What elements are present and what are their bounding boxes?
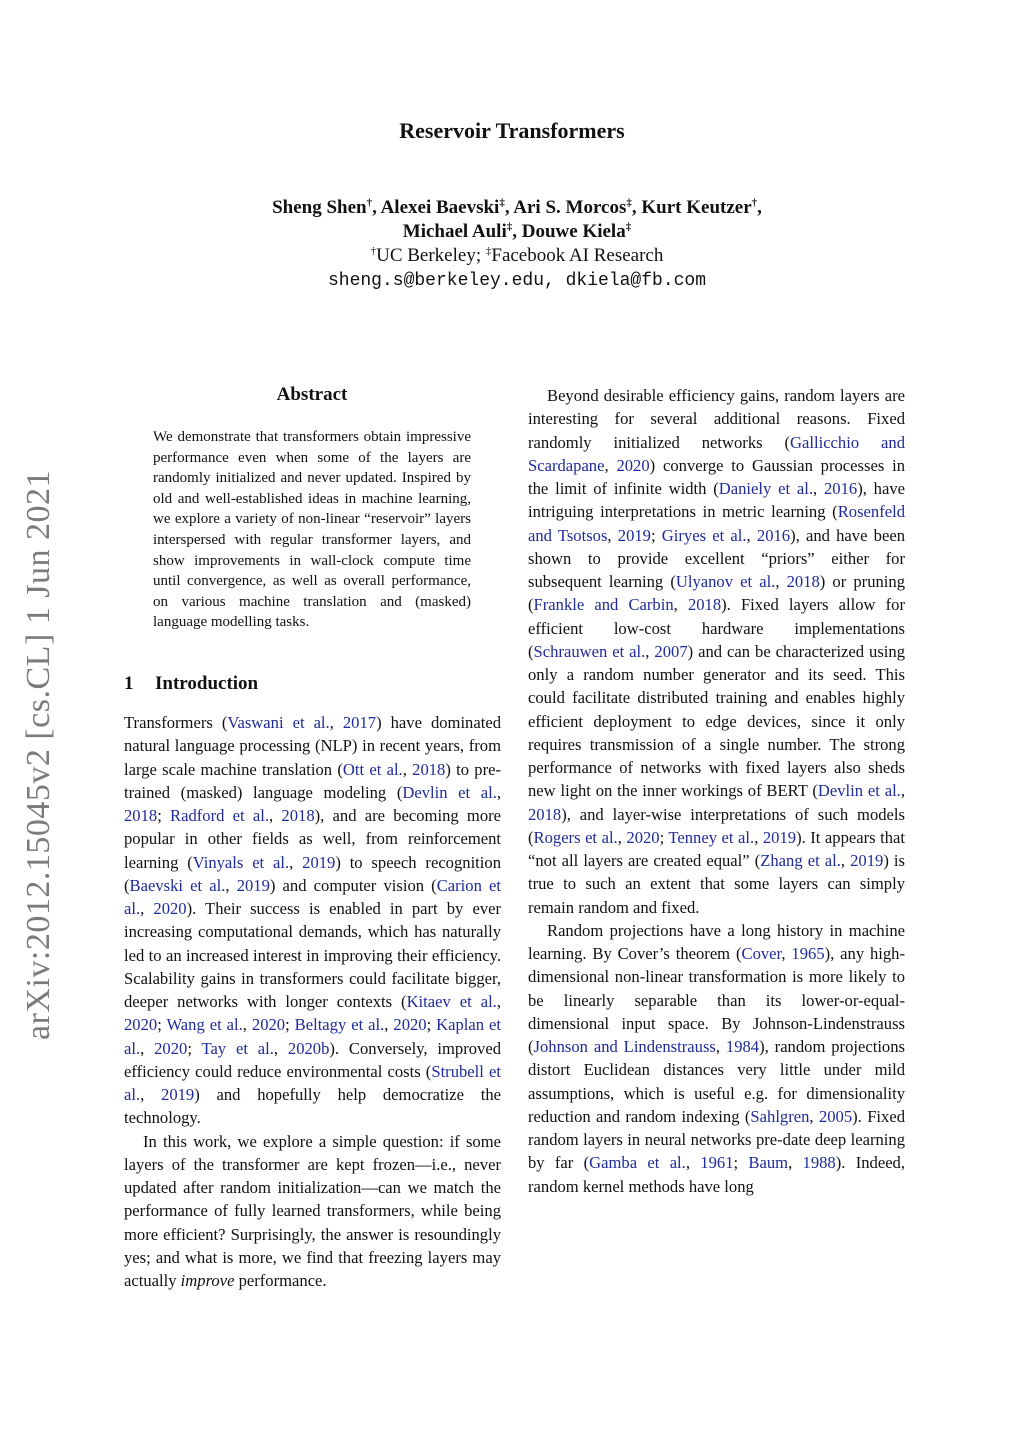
body-text: ; bbox=[650, 525, 662, 545]
citation-link[interactable]: 2020b bbox=[287, 1038, 330, 1058]
body-text: , bbox=[604, 455, 617, 475]
body-text: Transformers ( bbox=[124, 713, 228, 732]
citation-link[interactable]: Radford et al. bbox=[170, 806, 270, 825]
citation-link[interactable]: Devlin et al. bbox=[402, 782, 497, 802]
body-text: ) converge to Gaussian processes in the limit of infinite width ( bbox=[528, 455, 905, 498]
section-heading bbox=[124, 673, 500, 695]
right-column bbox=[528, 384, 905, 1198]
citation-link[interactable]: Baevski et al. bbox=[129, 875, 226, 895]
citation-link[interactable]: 2020 bbox=[626, 827, 660, 847]
body-text: , bbox=[673, 595, 688, 615]
author-name: Ari S. Morcos bbox=[513, 197, 627, 218]
intro-paragraph-2 bbox=[124, 1130, 501, 1293]
body-text: , bbox=[900, 781, 905, 801]
citation-link[interactable]: Tay et al. bbox=[201, 1038, 274, 1058]
body-text: , bbox=[269, 806, 282, 825]
citation-link[interactable]: 2019 bbox=[762, 827, 797, 847]
arxiv-identifier-margin bbox=[14, 460, 64, 1050]
body-text: , bbox=[754, 827, 763, 847]
body-text: In this work, we explore a simple question: if some layers of the transformer are kept frozen—i.e., never updated after random initialization—can we match the performance of fully learned transformers, while being more efficient? Surprisingly, the answer is resoundingly yes; and what is more, we find that freezing layers may actually bbox=[124, 1131, 501, 1290]
citation-link[interactable]: 2019 bbox=[302, 852, 336, 872]
citation-link[interactable]: 1984 bbox=[725, 1037, 760, 1056]
citation-link[interactable]: Giryes et al. bbox=[661, 525, 747, 545]
citation-link[interactable]: Carion et al. bbox=[124, 875, 502, 918]
body-text: , bbox=[329, 713, 343, 732]
body-text: , bbox=[273, 1038, 288, 1058]
body-text: ), and have been shown to provide excellent “priors” either for subsequent learning ( bbox=[528, 525, 905, 591]
body-text: ) and computer vision ( bbox=[269, 875, 437, 895]
citation-link[interactable]: 1988 bbox=[802, 1153, 836, 1173]
citation-link[interactable]: Zhang et al. bbox=[760, 851, 841, 870]
citation-link[interactable]: 2018 bbox=[281, 806, 315, 825]
body-text: Random projections have a long history in machine learning. By Cover’s theorem ( bbox=[528, 920, 905, 963]
affiliation-mark: ‡ bbox=[499, 197, 505, 209]
citation-link[interactable]: Kitaev et al. bbox=[406, 992, 497, 1011]
left-column bbox=[124, 711, 501, 1292]
author-name: Sheng Shen bbox=[272, 197, 367, 218]
citation-link[interactable]: 2018 bbox=[124, 806, 158, 825]
citation-link[interactable]: Vinyals et al. bbox=[192, 852, 290, 872]
citation-link[interactable]: Gallicchio and Scardapane bbox=[528, 432, 905, 475]
affiliation-org: UC Berkeley; bbox=[376, 245, 486, 266]
body-text: , bbox=[715, 1037, 726, 1056]
body-text: ), any high-dimensional non-linear transformation is more likely to be linearly separable than its lower-or-equal-dimensional input space. By Johnson-Lindenstrauss ( bbox=[528, 944, 906, 1056]
body-text: , bbox=[788, 1153, 803, 1173]
body-text: , bbox=[775, 572, 787, 591]
author-list bbox=[0, 196, 1024, 244]
citation-link[interactable]: Beltagy et al. bbox=[294, 1015, 385, 1035]
citation-link[interactable]: Cover bbox=[741, 944, 782, 963]
body-text: ; bbox=[187, 1038, 202, 1058]
body-text: , bbox=[607, 525, 618, 545]
citation-link[interactable]: Tenney et al. bbox=[668, 827, 755, 847]
affiliation-org: Facebook AI Research bbox=[491, 245, 664, 266]
author-name: Alexei Baevski bbox=[380, 197, 500, 218]
body-text: ) is true to such an extent that some layers can simply remain random and fixed. bbox=[528, 851, 905, 917]
citation-link[interactable]: Rosenfeld and Tsotsos bbox=[528, 502, 905, 545]
affiliation-mark: † bbox=[366, 197, 373, 209]
body-text: ) to pre-trained (masked) language modeling ( bbox=[124, 759, 502, 802]
citation-link[interactable]: Vaswani et al. bbox=[227, 713, 330, 732]
citation-link[interactable]: 1965 bbox=[791, 944, 825, 963]
citation-link[interactable]: Devlin et al. bbox=[817, 781, 901, 801]
citation-link[interactable]: 2020 bbox=[153, 899, 187, 918]
body-text: ; bbox=[157, 806, 171, 825]
body-text: , bbox=[289, 852, 303, 872]
body-text: , bbox=[781, 944, 792, 963]
body-text: ; bbox=[733, 1153, 749, 1173]
body-text: Beyond desirable efficiency gains, random layers are interesting for several additional reasons. Fixed randomly initialized networks ( bbox=[528, 386, 905, 452]
body-text: , bbox=[140, 1038, 155, 1058]
citation-link[interactable]: 2018 bbox=[412, 759, 446, 779]
body-text: ) to speech recognition ( bbox=[124, 852, 501, 895]
intro-paragraph-4 bbox=[528, 919, 905, 1198]
author-name: Douwe Kiela bbox=[521, 221, 626, 242]
citation-link[interactable]: Daniely et al. bbox=[718, 479, 814, 498]
affiliation-mark: ‡ bbox=[506, 221, 513, 233]
author-separator: , bbox=[631, 197, 642, 218]
citation-link[interactable]: 2020 bbox=[154, 1038, 188, 1058]
affiliation-mark: ‡ bbox=[626, 197, 632, 209]
body-text: ; bbox=[426, 1015, 437, 1035]
body-text: ; bbox=[157, 1015, 167, 1035]
affiliation-mark: ‡ bbox=[625, 221, 632, 233]
affiliation-mark: ‡ bbox=[485, 245, 492, 257]
citation-link[interactable]: 2018 bbox=[687, 595, 722, 615]
body-text: ). Fixed random layers in neural networks pre-date deep learning by far ( bbox=[528, 1106, 905, 1173]
citation-link[interactable]: 2018 bbox=[786, 572, 820, 591]
citation-link[interactable]: Rogers et al. bbox=[533, 827, 618, 847]
citation-link[interactable]: Gamba et al. bbox=[589, 1153, 686, 1173]
body-text: , bbox=[685, 1153, 701, 1173]
body-text: , bbox=[746, 525, 757, 545]
citation-link[interactable]: 2016 bbox=[824, 479, 858, 498]
citation-link[interactable]: 2007 bbox=[654, 641, 688, 661]
body-text: ). It appears that “not all layers are created equal” ( bbox=[528, 827, 906, 870]
body-text: , bbox=[140, 899, 154, 918]
citation-link[interactable]: Kaplan et al. bbox=[124, 1015, 502, 1058]
author-emails: sheng.s@berkeley.edu, dkiela@fb.com bbox=[327, 271, 707, 291]
citation-link[interactable]: Frankle and Carbin bbox=[533, 595, 674, 615]
intro-paragraph-1 bbox=[124, 711, 501, 1130]
citation-link[interactable]: 2019 bbox=[161, 1085, 195, 1104]
body-text: ). Their success is enabled in part by ever increasing computational demands, which has naturally led to an increased interest in improving their efficiency. Scalability gains in transformers could facilitate bigger, deeper networks with longer contexts ( bbox=[124, 899, 502, 1011]
body-text: performance. bbox=[234, 1271, 327, 1290]
body-text: , bbox=[402, 759, 413, 779]
body-text: , bbox=[645, 641, 655, 661]
body-text: , bbox=[496, 782, 501, 802]
section-title: Introduction bbox=[155, 673, 259, 694]
citation-link[interactable]: 2016 bbox=[756, 525, 791, 545]
citation-link[interactable]: 2019 bbox=[617, 525, 651, 545]
body-text: ) and hopefully help democratize the technology. bbox=[124, 1085, 501, 1128]
body-text: ). Fixed layers allow for efficient low-cost hardware implementations ( bbox=[528, 595, 906, 661]
citation-link[interactable]: 2019 bbox=[850, 851, 884, 870]
author-separator: , bbox=[757, 197, 762, 218]
body-text: ; bbox=[285, 1015, 295, 1035]
citation-link[interactable]: 2020 bbox=[393, 1015, 427, 1035]
citation-link[interactable]: Baum bbox=[748, 1153, 789, 1173]
author-name: Michael Auli bbox=[402, 221, 507, 242]
citation-link[interactable]: Wang et al. bbox=[166, 1015, 243, 1035]
author-separator: , bbox=[504, 197, 514, 218]
citation-link[interactable]: 2017 bbox=[342, 713, 377, 732]
abstract-text: We demonstrate that transformers obtain impressive performance even when some of the layers are randomly initialized and never updated. Inspired by old and well-established ideas in machine learning, we explore a variety of non-linear “reservoir” layers interspersed with regular transformer layers, and show improvements in wall-clock compute time until convergence, as well as overall performance, on various machine translation and (masked) language modelling tasks. bbox=[153, 429, 471, 631]
citation-link[interactable]: Ulyanov et al. bbox=[675, 572, 776, 591]
body-text: ). Indeed, random kernel methods have long bbox=[528, 1153, 906, 1196]
body-text: , bbox=[809, 1106, 819, 1126]
body-text: , bbox=[384, 1015, 394, 1035]
affiliation-mark: † bbox=[370, 245, 377, 257]
citation-link[interactable]: 2020 bbox=[251, 1015, 286, 1035]
body-text: ), random projections distort Euclidean distances very little under mild assumptions, which is useful e.g. for dimensionality reduction and random indexing ( bbox=[528, 1037, 905, 1126]
body-text: ), have intriguing interpretations in metric learning ( bbox=[528, 479, 905, 522]
body-text: ), and are becoming more popular in other fields as well, from reinforcement learning ( bbox=[124, 806, 502, 872]
body-text: ) and can be characterized using only a random number generator and its seed. This could facilitate distributed training and enables highly efficient deployment to edge devices, since it only requires transmission of a single number. The strong performance of networks with fixed layers also sheds new light on the inner workings of BERT ( bbox=[528, 641, 906, 801]
intro-paragraph-3 bbox=[528, 384, 905, 919]
author-separator: , bbox=[372, 197, 381, 218]
body-text: , bbox=[140, 1085, 162, 1104]
arxiv-identifier: arXiv:2012.15045v2 [cs.CL] 1 Jun 2021 bbox=[20, 469, 58, 1041]
body-text: , bbox=[496, 992, 501, 1011]
body-text: , bbox=[242, 1015, 252, 1035]
body-text: , bbox=[617, 827, 627, 847]
body-text: , bbox=[840, 851, 851, 870]
citation-link[interactable]: 2020 bbox=[616, 455, 650, 475]
body-text: ) have dominated natural language processing (NLP) in recent years, from large scale machine translation ( bbox=[124, 713, 501, 779]
affiliations bbox=[0, 244, 1024, 268]
citation-link[interactable]: 2019 bbox=[236, 875, 270, 895]
citation-link[interactable]: Strubell et al. bbox=[124, 1061, 501, 1104]
emphasis-text: improve bbox=[180, 1271, 235, 1290]
citation-link[interactable]: Johnson and Lindenstrauss bbox=[533, 1037, 716, 1056]
body-text: ; bbox=[659, 827, 669, 847]
body-text: , bbox=[813, 479, 824, 498]
abstract-heading: Abstract bbox=[276, 384, 348, 405]
author-separator: , bbox=[512, 221, 522, 242]
citation-link[interactable]: Schrauwen et al. bbox=[533, 641, 646, 661]
affiliation-mark: † bbox=[751, 197, 758, 209]
citation-link[interactable]: 1961 bbox=[700, 1153, 734, 1173]
body-text: , bbox=[225, 875, 237, 895]
body-text: ) or pruning ( bbox=[528, 572, 905, 615]
citation-link[interactable]: Ott et al. bbox=[342, 759, 403, 779]
paper-title: Reservoir Transformers bbox=[399, 118, 625, 143]
citation-link[interactable]: Sahlgren bbox=[750, 1106, 810, 1126]
citation-link[interactable]: 2018 bbox=[528, 804, 562, 824]
body-text: ). Conversely, improved efficiency could reduce environmental costs ( bbox=[124, 1038, 502, 1081]
citation-link[interactable]: 2020 bbox=[124, 1015, 158, 1035]
citation-link[interactable]: 2005 bbox=[818, 1106, 853, 1126]
section-number: 1 bbox=[124, 673, 134, 694]
body-text: ), and layer-wise interpretations of such models ( bbox=[528, 804, 905, 847]
author-name: Kurt Keutzer bbox=[641, 197, 752, 218]
